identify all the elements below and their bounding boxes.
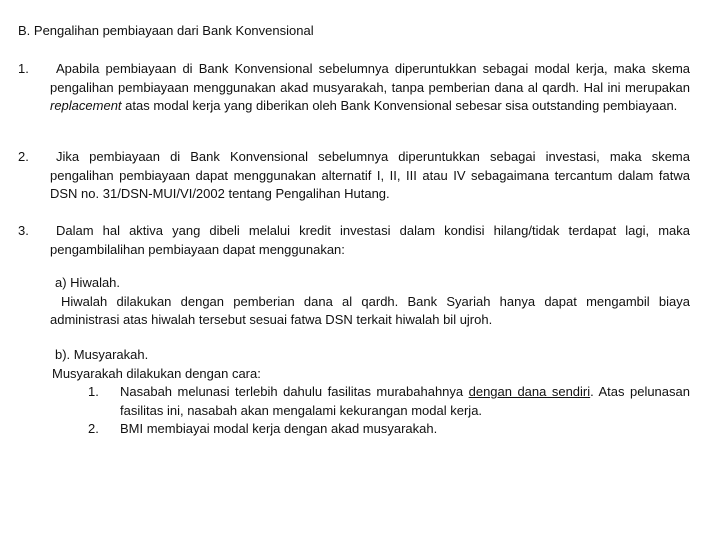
list-item-3 [18, 222, 690, 259]
underlined-phrase: dengan dana sendiri [468, 384, 591, 399]
option-text [50, 293, 690, 330]
musyarakah-steps [50, 383, 690, 439]
list-item-text [50, 222, 690, 259]
option-intro: Musyarakah dilakukan dengan cara: [52, 365, 261, 381]
list-item-number: 2. [18, 149, 29, 164]
step-item-1 [50, 383, 690, 420]
step-text: BMI membiayai modal kerja dengan akad musyarakah. [120, 421, 438, 436]
list-item-text [50, 60, 690, 116]
step-text-start: Nasabah melunasi terlebih dahulu fasilitas murabahahnya [120, 384, 469, 399]
list-item-number: 1. [18, 61, 29, 76]
list-item-number: 3. [18, 223, 29, 238]
list-item-text-content: Jika pembiayaan di Bank Konvensional sebelumnya diperuntukkan sebagai investasi, maka skema pengalihan pembiayaan dapat menggunakan alternatif I, II, III atau IV sebagaimana tercantum dalam fatwa DSN no. 31/DSN-MUI/VI/2002 tentang Pengalihan Hutang. [50, 149, 690, 201]
step-number: 1. [88, 384, 99, 399]
list-item-text [50, 148, 690, 204]
step-text-end: . Atas pelunasan fasilitas ini, nasabah akan mengalami kekurangan modal kerja. [120, 384, 690, 418]
italic-term: replacement [50, 98, 122, 113]
option-title: a) Hiwalah. [55, 275, 121, 290]
list-item-text-content: Dalam hal aktiva yang dibeli melalui kredit investasi dalam kondisi hilang/tidak terdapat lagi, maka pengambilalihan pembiayaan dapat menggunakan: [50, 223, 690, 257]
step-number: 2. [88, 421, 99, 436]
option-hiwalah [50, 274, 690, 330]
list-item-text-start: Apabila pembiayaan di Bank Konvensional sebelumnya diperuntukkan sebagai modal kerja, maka skema pengalihan pembiayaan menggunakan akad musyarakah, tanpa pemberian dana al qardh. Hal ini merupakan [50, 61, 690, 95]
option-text-content: Hiwalah dilakukan dengan pemberian dana al qardh. Bank Syariah hanya dapat mengambil biaya administrasi atas hiwalah tersebut sesuai fatwa DSN terkait hiwalah bil ujroh. [50, 293, 690, 327]
list-item-text-end: atas modal kerja yang diberikan oleh Bank Konvensional sebesar sisa outstanding pembiayaan. [121, 98, 678, 113]
section-heading: B. Pengalihan pembiayaan dari Bank Konvensional [18, 23, 314, 38]
list-item-2 [18, 148, 690, 204]
option-musyarakah [50, 346, 690, 383]
list-item-1 [18, 60, 690, 116]
step-item-2 [50, 420, 690, 439]
option-title: b). Musyarakah. [55, 347, 149, 362]
